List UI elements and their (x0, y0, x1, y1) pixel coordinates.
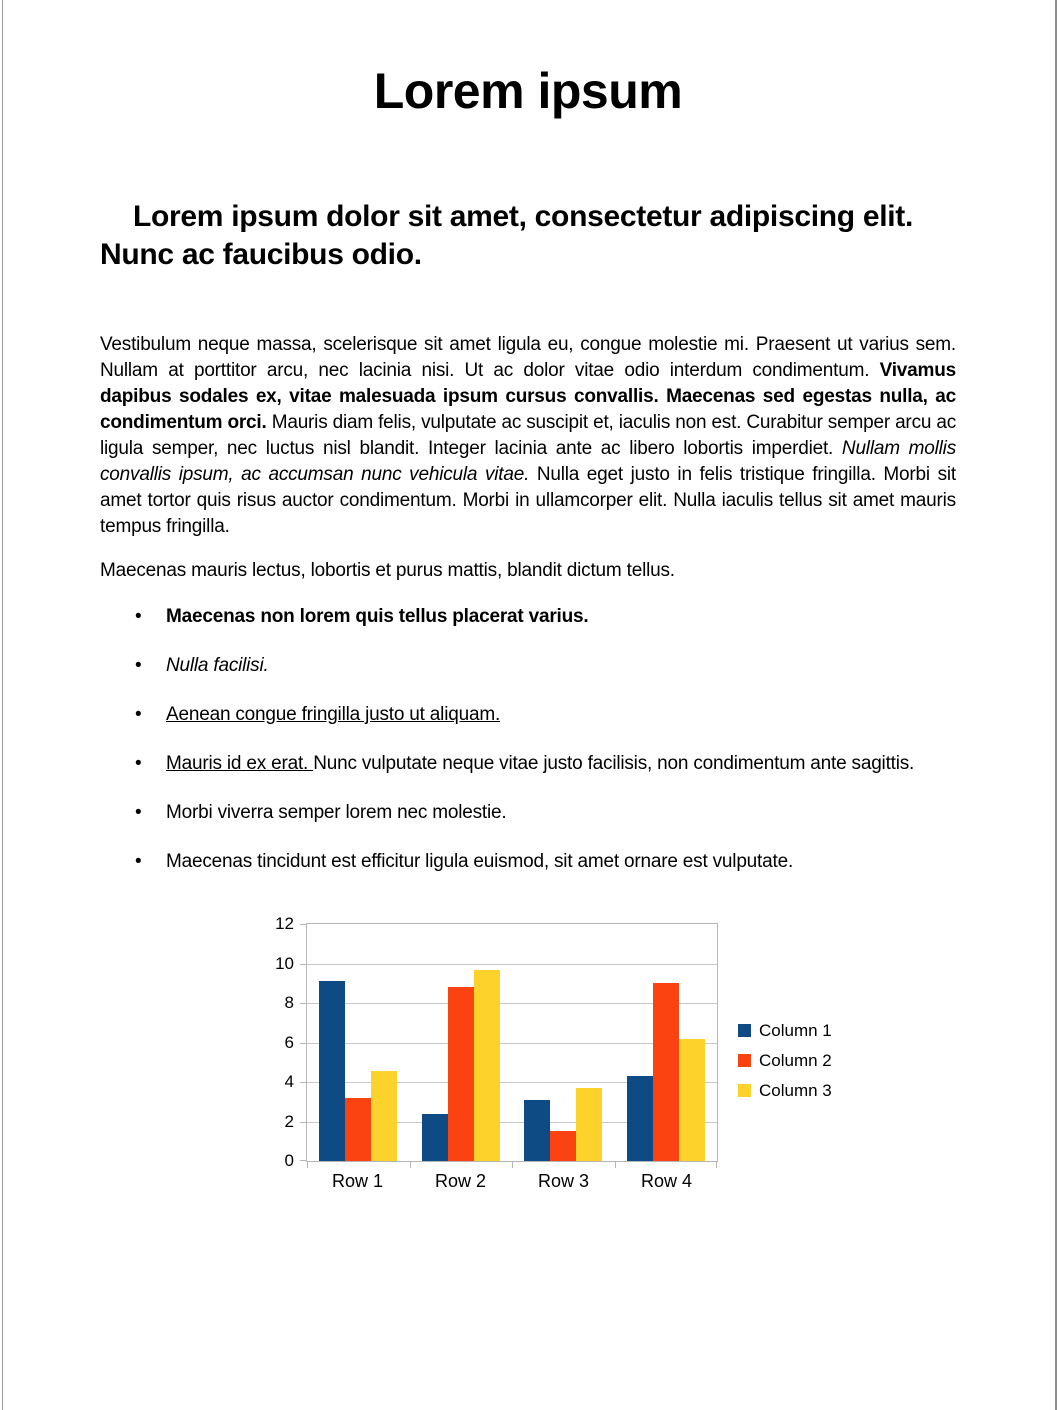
y-axis-label: 12 (275, 914, 294, 933)
list-item (100, 751, 956, 777)
chart-plot-column (275, 914, 718, 1192)
bar-row-4-column-2 (653, 983, 679, 1161)
paragraph: Maecenas mauris lectus, lobortis et purus mattis, blandit dictum tellus. (100, 560, 675, 581)
x-axis-tick (307, 1161, 308, 1168)
list-item (100, 849, 956, 875)
bar-row-1-column-3 (371, 1071, 397, 1161)
bar-row-3-column-1 (524, 1100, 550, 1161)
section-heading: Lorem ipsum dolor sit amet, consectetur adipiscing elit. Nunc ac faucibus odio. (100, 200, 914, 271)
body-paragraph (100, 332, 956, 540)
bar-row-3-column-3 (576, 1088, 602, 1161)
list-item (100, 800, 956, 826)
bar-row-2-column-1 (422, 1114, 448, 1161)
bar-row-3-column-2 (550, 1131, 576, 1161)
y-axis-label: 6 (284, 1032, 294, 1052)
x-axis-tick (615, 1161, 616, 1168)
list-item-text: Morbi viverra semper lorem nec molestie. (166, 802, 507, 823)
legend-label: Column 3 (759, 1080, 832, 1100)
list-item-text: Nunc vulputate neque vitae justo facilisis, non condimentum ante sagittis. (313, 753, 915, 774)
list-item-text: Maecenas non lorem quis tellus placerat varius. (166, 606, 589, 627)
y-axis-tick (300, 964, 307, 965)
bullet-list (100, 604, 956, 875)
page-border-right (1055, 0, 1057, 1410)
bar-row-2-column-3 (474, 970, 500, 1161)
list-item-text: Maecenas tincidunt est efficitur ligula euismod, sit amet ornare est vulputate. (166, 851, 794, 872)
x-axis-label: Row 2 (434, 1171, 487, 1191)
legend-swatch (738, 1054, 751, 1067)
x-axis-label: Row 3 (537, 1171, 590, 1191)
paragraph-run: Vestibulum neque massa, scelerisque sit amet ligula eu, congue molestie mi. Praesent ut varius sem. Nullam at porttitor arcu, nec lacinia nisi. Ut ac dolor vitae odio interdum condimentum. (100, 334, 956, 381)
list-item-text: Nulla facilisi. (166, 655, 269, 676)
list-item-text: Aenean congue fringilla justo ut aliquam. (166, 704, 501, 725)
list-item (100, 604, 956, 630)
legend-swatch (738, 1084, 751, 1097)
y-axis-tick (300, 1003, 307, 1004)
y-axis-label: 0 (284, 1151, 294, 1170)
y-axis-tick (300, 1160, 307, 1161)
y-axis-label: 4 (284, 1072, 294, 1091)
list-item (100, 702, 956, 728)
x-axis-tick (512, 1161, 513, 1168)
chart-x-axis-labels (306, 1171, 718, 1192)
x-axis-tick (410, 1161, 411, 1168)
x-axis-label: Row 4 (640, 1171, 693, 1191)
x-axis-tick (716, 1161, 717, 1168)
bar-group-row-4 (615, 924, 718, 1161)
bar-row-1-column-1 (319, 981, 345, 1161)
bar-group-row-1 (307, 924, 410, 1161)
legend-item (738, 1082, 832, 1100)
bar-groups (307, 924, 717, 1161)
x-axis-label: Row 1 (331, 1171, 384, 1191)
chart-legend (738, 1016, 832, 1100)
y-axis-label: 2 (284, 1111, 294, 1131)
y-axis-tick (300, 1082, 307, 1083)
bar-group-row-3 (512, 924, 615, 1161)
paragraph-run-italic: Nullam mollis convallis ipsum, ac accumsan nunc vehicula vitae. (100, 438, 956, 485)
bar-group-row-2 (410, 924, 513, 1161)
bar-row-4-column-1 (627, 1076, 653, 1161)
page-border-left (2, 0, 3, 1410)
legend-swatch (738, 1024, 751, 1037)
y-axis-tick (300, 924, 307, 925)
bar-row-2-column-2 (448, 987, 474, 1161)
chart-plot (275, 914, 718, 1170)
paragraph-run-bold: Vivamus dapibus sodales ex, vitae malesuada ipsum cursus convallis. Maecenas sed egestas nulla, ac condimentum orci. (100, 360, 956, 433)
paragraph-run: Mauris diam felis, vulputate ac suscipit et, iaculis non est. Curabitur semper arcu ac ligula semper, nec luctus nisl blandit. Integer lacinia ante ac libero lobortis imperdiet. (100, 412, 956, 459)
paragraph-run: Nulla eget justo in felis tristique fringilla. Morbi sit amet tortor quis risus auctor condimentum. Morbi in ullamcorper elit. Nulla iaculis tellus sit amet mauris tempus fringilla. (100, 464, 956, 537)
y-axis-tick (300, 1122, 307, 1123)
y-axis-label: 8 (284, 993, 294, 1012)
y-axis-label: 10 (275, 953, 294, 973)
bar-row-1-column-2 (345, 1098, 371, 1161)
legend-item (738, 1052, 832, 1070)
legend-label: Column 2 (759, 1050, 832, 1070)
page-content (100, 0, 956, 1192)
legend-item (738, 1022, 832, 1040)
list-item (100, 653, 956, 679)
embedded-bar-chart (275, 914, 956, 1192)
bar-row-4-column-3 (679, 1039, 705, 1161)
list-item-text: Mauris id ex erat. (166, 753, 314, 774)
legend-label: Column 1 (759, 1020, 832, 1040)
y-axis-tick (300, 1043, 307, 1044)
document-title: Lorem ipsum (373, 63, 683, 119)
